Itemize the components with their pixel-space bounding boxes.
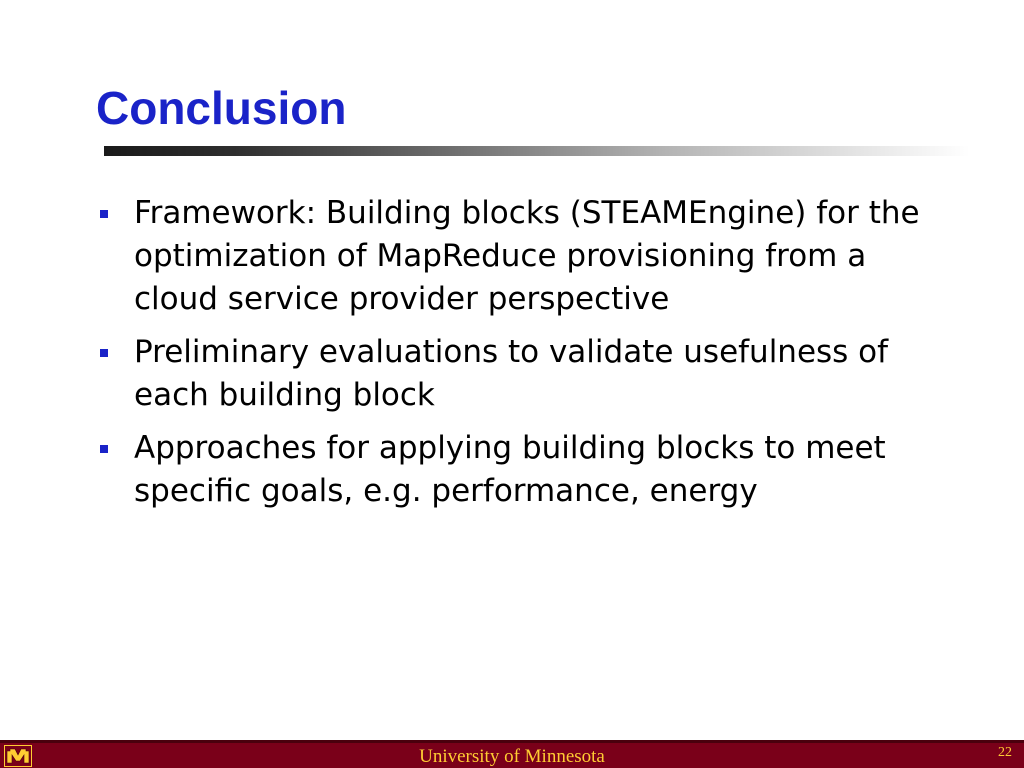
bullet-list <box>96 192 956 523</box>
bullet-item <box>96 192 956 321</box>
bullet-text: Preliminary evaluations to validate usefulness of each building block <box>134 334 889 413</box>
square-bullet-icon <box>100 445 108 453</box>
square-bullet-icon <box>100 349 108 357</box>
bullet-text: Framework: Building blocks (STEAMEngine) for the optimization of MapReduce provisioning from a cloud service provider perspective <box>134 195 920 317</box>
title-underline <box>104 146 970 156</box>
bullet-text: Approaches for applying building blocks to meet specific goals, e.g. performance, energy <box>134 430 886 509</box>
square-bullet-icon <box>100 210 108 218</box>
page-number: 22 <box>998 745 1012 760</box>
footer-bar <box>0 740 1024 768</box>
footer-university-name: University of Minnesota <box>419 746 605 767</box>
bullet-item <box>96 331 956 417</box>
bullet-item <box>96 427 956 513</box>
slide-title: Conclusion <box>96 82 347 134</box>
